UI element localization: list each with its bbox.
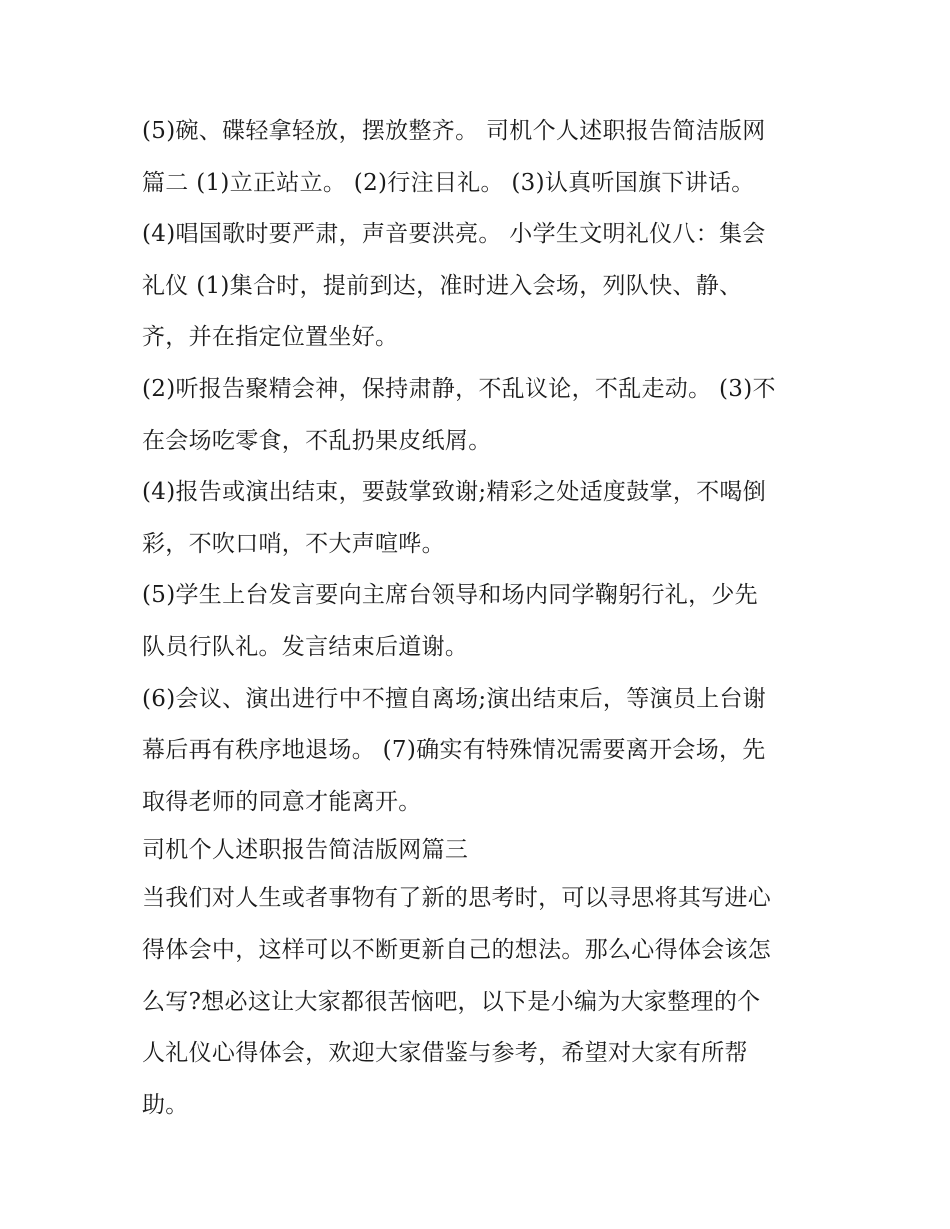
text-line-7: 在会场吃零食，不乱扔果皮纸屑。 [142, 427, 492, 454]
text-line-3: (4)唱国歌时要严肃，声音要洪亮。 小学生文明礼仪八：集会 [142, 221, 766, 248]
text-line-14: 取得老师的同意才能离开。 [142, 788, 422, 815]
section-heading: 司机个人述职报告简洁版网篇三 [142, 837, 469, 864]
document-body [142, 106, 822, 1131]
text-line-13: 幕后再有秩序地退场。 (7)确实有特殊情况需要离开会场，先 [142, 737, 766, 764]
text-line-6: (2)听报告聚精会神，保持肃静，不乱议论，不乱走动。 (3)不 [142, 375, 776, 402]
text-line-8: (4)报告或演出结束，要鼓掌致谢;精彩之处适度鼓掌，不喝倒 [142, 479, 767, 506]
text-line-5: 齐，并在指定位置坐好。 [142, 324, 399, 351]
text-line-9: 彩，不吹口哨，不大声喧哗。 [142, 530, 445, 557]
text-line-19: 人礼仪心得体会，欢迎大家借鉴与参考，希望对大家有所帮 [142, 1040, 748, 1067]
text-line-2: 篇二 (1)立正站立。 (2)行注目礼。 (3)认真听国旗下讲话。 [142, 169, 755, 196]
text-line-4: 礼仪 (1)集合时，提前到达，准时进入会场，列队快、静、 [142, 272, 743, 299]
text-line-16: 当我们对人生或者事物有了新的思考时，可以寻思将其写进心 [142, 885, 772, 912]
text-line-12: (6)会议、演出进行中不擅自离场;演出结束后，等演员上台谢 [142, 685, 767, 712]
text-line-1: (5)碗、碟轻拿轻放，摆放整齐。 司机个人述职报告简洁版网 [142, 118, 766, 144]
text-line-10: (5)学生上台发言要向主席台领导和场内同学鞠躬行礼，少先 [142, 582, 758, 609]
text-line-11: 队员行队礼。发言结束后道谢。 [142, 633, 469, 660]
text-line-18: 么写?想必这让大家都很苦恼吧，以下是小编为大家整理的个 [142, 988, 761, 1015]
text-line-20: 助。 [142, 1091, 189, 1118]
text-line-17: 得体会中，这样可以不断更新自己的想法。那么心得体会该怎 [142, 936, 772, 963]
